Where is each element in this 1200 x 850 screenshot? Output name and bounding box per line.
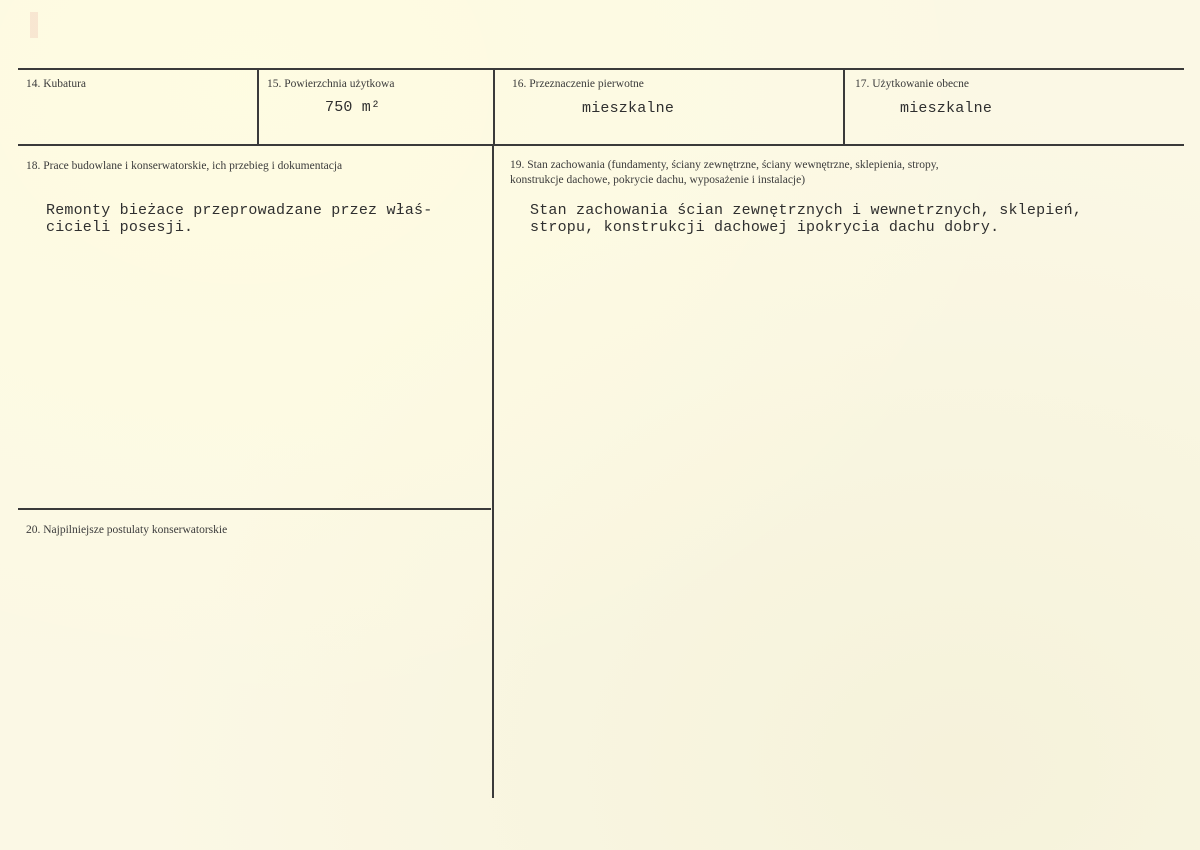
field-20-label: 20. Najpilniejsze postulaty konserwatorskie bbox=[26, 524, 228, 536]
col-divider-2 bbox=[493, 68, 495, 144]
field-18-value-line1: Remonty bieżace przeprowadzane przez właś- bbox=[46, 202, 433, 219]
field-19-label-line1: 19. Stan zachowania (fundamenty, ściany zewnętrzne, ściany wewnętrzne, sklepienia, stropy, bbox=[510, 159, 939, 171]
field-15-label: 15. Powierzchnia użytkowa bbox=[267, 78, 395, 90]
field-19-value-line2: stropu, konstrukcji dachowej ipokrycia dachu dobry. bbox=[530, 219, 1000, 236]
field-16-label: 16. Przeznaczenie pierwotne bbox=[512, 78, 644, 90]
field-16-value: mieszkalne bbox=[582, 100, 675, 117]
top-rule bbox=[18, 68, 1184, 70]
field-15-value: 750 m² bbox=[325, 99, 381, 116]
field-17-value: mieszkalne bbox=[900, 100, 993, 117]
row1-bottom-rule bbox=[18, 144, 1184, 146]
field-18-value-line2: cicieli posesji. bbox=[46, 219, 194, 236]
field-19-value-line1: Stan zachowania ścian zewnętrznych i wewnetrznych, sklepień, bbox=[530, 202, 1083, 219]
field-17-label: 17. Użytkowanie obecne bbox=[855, 78, 970, 90]
field-14-label: 14. Kubatura bbox=[26, 78, 87, 90]
stain-mark bbox=[30, 12, 38, 38]
section20-top-rule bbox=[18, 508, 491, 510]
field-19-label-line2: konstrukcje dachowe, pokrycie dachu, wyposażenie i instalacje) bbox=[510, 174, 806, 186]
field-18-label: 18. Prace budowlane i konserwatorskie, ich przebieg i dokumentacja bbox=[26, 160, 343, 172]
col-divider-1 bbox=[257, 68, 259, 144]
main-vertical-divider bbox=[492, 146, 494, 798]
col-divider-3 bbox=[843, 68, 845, 144]
